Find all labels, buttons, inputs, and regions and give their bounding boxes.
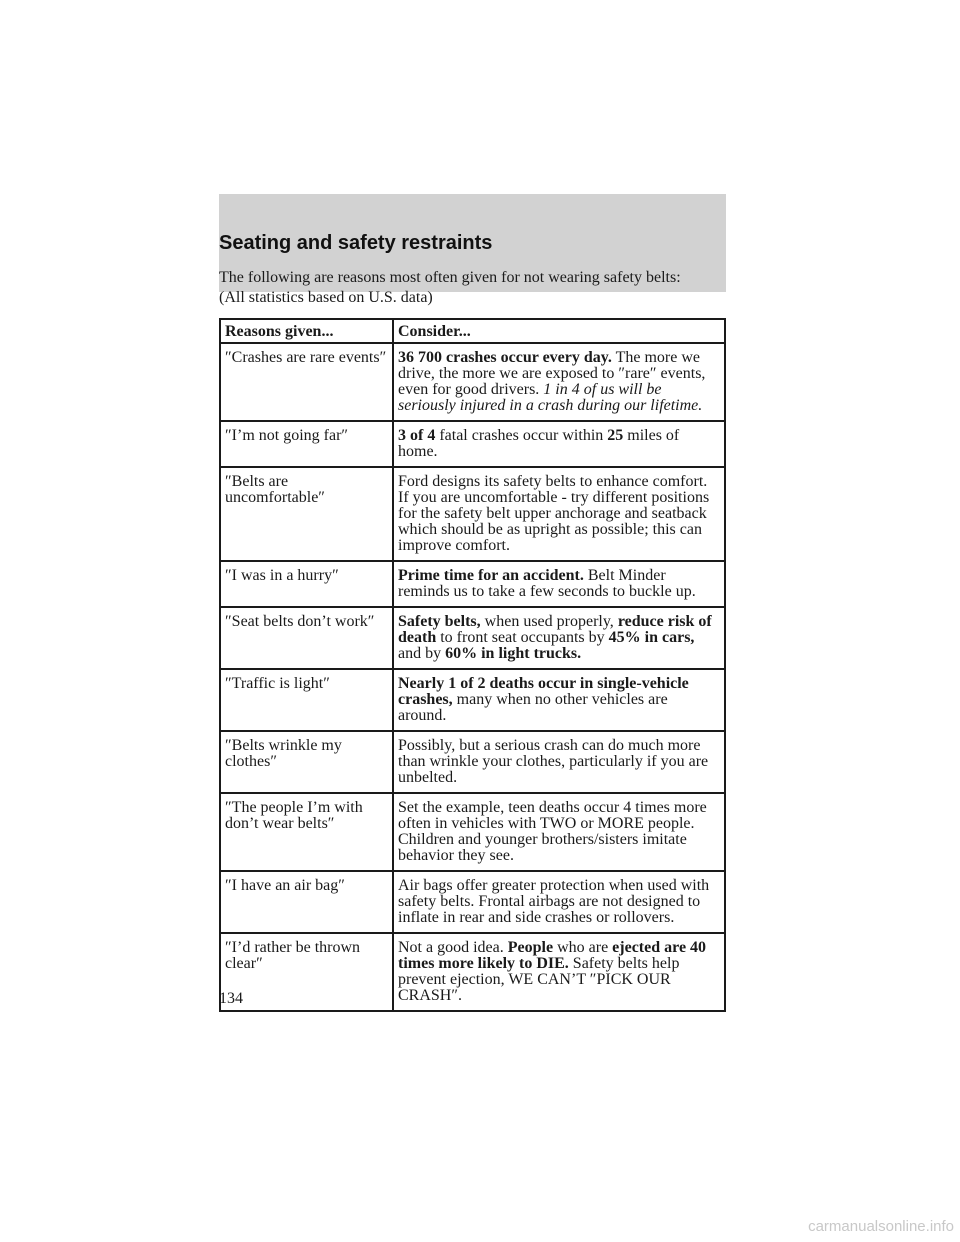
consider-text: many when no other vehicles are around. <box>398 691 668 724</box>
reason-cell: ″Belts wrinkle my clothes″ <box>220 731 393 793</box>
consider-bold-text: 60% in light trucks. <box>445 645 582 662</box>
reason-cell: ″Seat belts don’t work″ <box>220 607 393 669</box>
section-title: Seating and safety restraints <box>219 232 493 254</box>
consider-text: who are <box>557 939 609 956</box>
consider-bold-text: 3 of 4 <box>398 427 436 444</box>
consider-cell <box>393 607 725 669</box>
table-row <box>220 561 725 607</box>
consider-cell <box>393 933 725 1011</box>
consider-bold-text: Safety belts, <box>398 613 481 630</box>
consider-bold-text: 36 700 crashes occur every day. <box>398 349 612 366</box>
table-row <box>220 933 725 1011</box>
watermark: carmanualsonline.info <box>808 1218 954 1235</box>
table-row <box>220 871 725 933</box>
page-number: 134 <box>219 990 243 1007</box>
consider-bold-text: People <box>507 939 554 956</box>
reason-cell: ″Crashes are rare events″ <box>220 343 393 421</box>
reasons-table-body <box>220 343 725 1011</box>
consider-cell <box>393 561 725 607</box>
intro-line-1: The following are reasons most often given for not wearing safety belts: <box>219 269 681 286</box>
consider-bold-text: 25 <box>607 427 624 444</box>
consider-cell <box>393 343 725 421</box>
consider-text: Possibly, but a serious crash can do much more than wrinkle your clothes, particularly if you are unbelted. <box>398 737 709 786</box>
reason-cell: ″The people I’m with don’t wear belts″ <box>220 793 393 871</box>
consider-cell <box>393 871 725 933</box>
reason-cell: ″I’d rather be thrown clear″ <box>220 933 393 1011</box>
reason-cell: ″I was in a hurry″ <box>220 561 393 607</box>
consider-text: Ford designs its safety belts to enhance comfort. If you are uncomfortable - try different positions for the safety belt upper anchorage and seatback which should be as upright as possible; this can improve comfort. <box>398 473 710 554</box>
header-consider: Consider... <box>393 319 725 343</box>
table-row <box>220 467 725 561</box>
intro-line-2: (All statistics based on U.S. data) <box>219 289 433 306</box>
consider-bold-text: Nearly 1 of 2 deaths occur in single-vehicle crashes, <box>398 675 689 708</box>
consider-bold-text: Prime time for an accident. <box>398 567 584 584</box>
consider-text: Not a good idea. <box>398 939 504 956</box>
header-reasons-given: Reasons given... <box>220 319 393 343</box>
consider-text: when used properly, <box>484 613 614 630</box>
consider-text: Safety belts help prevent ejection, WE CAN’T ″PICK OUR CRASH″. <box>398 955 680 1004</box>
table-row <box>220 669 725 731</box>
consider-text: fatal crashes occur within <box>439 427 604 444</box>
consider-cell <box>393 467 725 561</box>
consider-text: Belt Minder reminds us to take a few seconds to buckle up. <box>398 567 696 600</box>
consider-bold-text: reduce risk of death <box>398 613 712 646</box>
consider-text: and by <box>398 645 442 662</box>
table-header-row <box>220 319 725 343</box>
reason-cell: ″Traffic is light″ <box>220 669 393 731</box>
consider-cell <box>393 793 725 871</box>
consider-cell <box>393 731 725 793</box>
table-row <box>220 607 725 669</box>
table-row <box>220 731 725 793</box>
reason-cell: ″I’m not going far″ <box>220 421 393 467</box>
consider-text: miles of home. <box>398 427 680 460</box>
consider-text: Set the example, teen deaths occur 4 times more often in vehicles with TWO or MORE people. Children and younger brothers/sisters imitate behavior they see. <box>398 799 707 864</box>
consider-italic-text: 1 in 4 of us will be seriously injured in a crash during our lifetime. <box>398 381 703 414</box>
consider-cell <box>393 669 725 731</box>
reasons-table <box>219 318 726 1012</box>
intro-text <box>219 268 729 308</box>
table-row <box>220 421 725 467</box>
consider-text: The more we drive, the more we are exposed to ″rare″ events, even for good drivers. <box>398 349 706 398</box>
table-row <box>220 793 725 871</box>
consider-text: to front seat occupants by <box>440 629 605 646</box>
consider-cell <box>393 421 725 467</box>
reason-cell: ″I have an air bag″ <box>220 871 393 933</box>
consider-text: Air bags offer greater protection when used with safety belts. Frontal airbags are not designed to inflate in rear and side crashes or rollovers. <box>398 877 710 926</box>
consider-bold-text: 45% in cars, <box>608 629 695 646</box>
table-row <box>220 343 725 421</box>
reason-cell: ″Belts are uncomfortable″ <box>220 467 393 561</box>
consider-bold-text: ejected are 40 times more likely to DIE. <box>398 939 707 972</box>
